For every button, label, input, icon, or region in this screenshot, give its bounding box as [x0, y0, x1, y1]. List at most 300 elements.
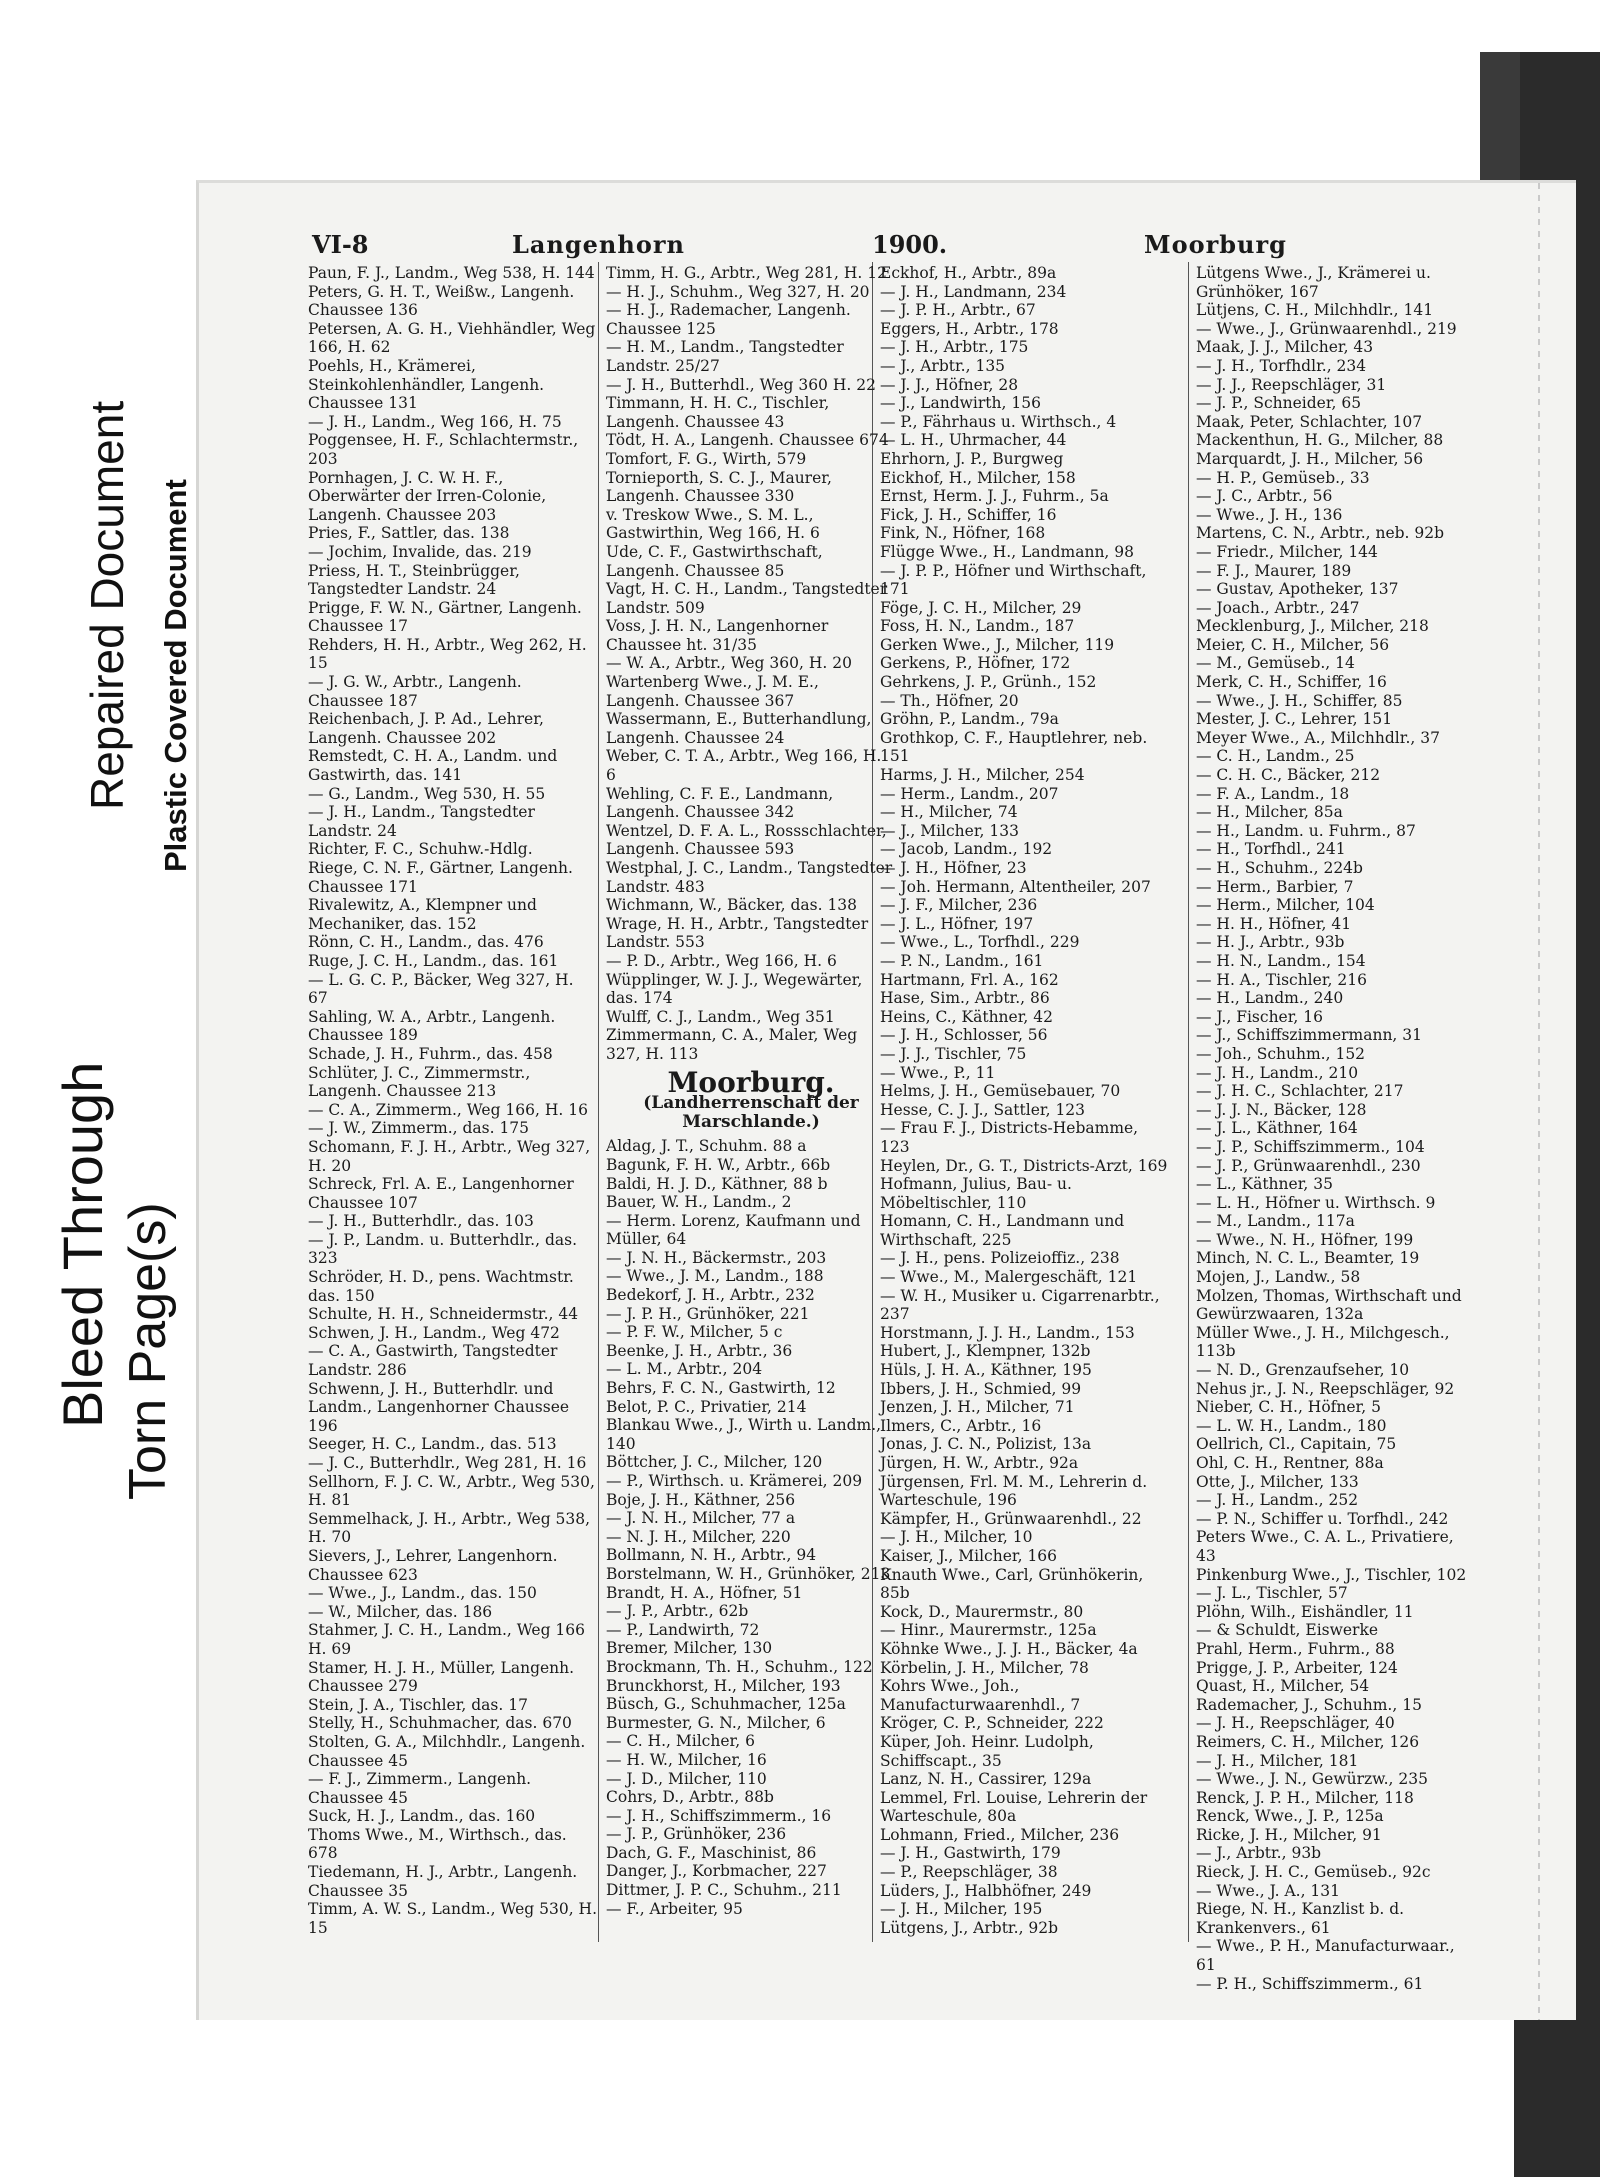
directory-entry: Hofmann, Julius, Bau- u. Möbeltischler, 110: [880, 1175, 1072, 1212]
page-label: VI-8: [312, 230, 369, 259]
directory-entry: — J. P. H., Grünhöker, 221: [606, 1304, 810, 1323]
directory-entry: — J. P., Grünhöker, 236: [606, 1825, 787, 1844]
directory-entry: Lüders, J., Halbhöfner, 249: [880, 1881, 1092, 1900]
directory-entry: — Wwe., J., Landm., das. 150: [308, 1584, 537, 1603]
directory-entry: Ohl, C. H., Rentner, 88a: [1196, 1454, 1384, 1472]
directory-entry: Schlüter, J. C., Zimmermstr., Langenh. Chaussee 213: [308, 1063, 531, 1101]
directory-entry: — J. C., Arbtr., 56: [1196, 487, 1333, 506]
directory-entry: Bauer, W. H., Landm., 2: [606, 1193, 792, 1212]
directory-entry: — P., Wirthsch. u. Krämerei, 209: [606, 1472, 863, 1490]
directory-entry: Remstedt, C. H. A., Landm. und Gastwirth, das. 141: [308, 747, 558, 785]
directory-entry: — J. H., Schlosser, 56: [880, 1026, 1048, 1045]
directory-entry: Meyer Wwe., A., Milchhdlr., 37: [1196, 728, 1440, 747]
directory-entry: — N. D., Grenzaufseher, 10: [1196, 1361, 1410, 1380]
directory-entry: Eggers, H., Arbtr., 178: [880, 319, 1059, 338]
directory-entry: Ruge, J. C. H., Landm., das. 161: [308, 951, 559, 970]
directory-entry: Pries, F., Sattler, das. 138: [308, 524, 510, 543]
directory-column-2: [606, 264, 896, 1918]
directory-entry: Brandt, H. A., Höfner, 51: [606, 1583, 803, 1602]
directory-entry: Minch, N. C. L., Beamter, 19: [1196, 1249, 1420, 1268]
directory-entry: — C. H., Landm., 25: [1196, 747, 1355, 766]
directory-entry: — J. P., Schneider, 65: [1196, 394, 1362, 413]
directory-entry: — J. H., Butterhdlr., das. 103: [308, 1212, 534, 1231]
directory-entry: v. Treskow Wwe., S. M. L., Gastwirthin, Weg 166, H. 6: [606, 505, 820, 543]
stamp-torn-pages: Torn Page(s): [119, 1202, 177, 1500]
directory-entry: Böttcher, J. C., Milcher, 120: [606, 1453, 823, 1472]
directory-entry: — Wwe., M., Malergeschäft, 121: [880, 1268, 1138, 1287]
directory-entry: — J. H., Schiffszimmerm., 16: [606, 1806, 832, 1825]
directory-entry: Föge, J. C. H., Milcher, 29: [880, 598, 1082, 617]
directory-entry: Stein, J. A., Tischler, das. 17: [308, 1695, 528, 1714]
directory-entry: — Joh. Hermann, Altentheiler, 207: [880, 877, 1151, 896]
directory-entry: — H. A., Tischler, 216: [1196, 970, 1367, 989]
directory-entry: — C. H. C., Bäcker, 212: [1196, 766, 1381, 785]
directory-entry: — Gustav, Apotheker, 137: [1196, 580, 1399, 599]
directory-entry: Otte, J., Milcher, 133: [1196, 1472, 1359, 1491]
directory-entry: — Wwe., J. A., 131: [1196, 1881, 1341, 1900]
directory-entry: — J. W., Zimmerm., das. 175: [308, 1119, 530, 1138]
directory-entry: — L. H., Höfner u. Wirthsch. 9: [1196, 1193, 1436, 1212]
directory-entry: Hesse, C. J. J., Sattler, 123: [880, 1100, 1086, 1119]
directory-entry: — J. H., Arbtr., 175: [880, 338, 1029, 357]
directory-entry: Poggensee, H. F., Schlachtermstr., 203: [308, 431, 579, 468]
scanner-edge-shadow: [1480, 52, 1520, 200]
directory-entry: — Wwe., P. H., Manufacturwaar., 61: [1196, 1937, 1455, 1975]
directory-entry: Körbelin, J. H., Milcher, 78: [880, 1658, 1089, 1677]
directory-entry: Nieber, C. H., Höfner, 5: [1196, 1398, 1381, 1417]
directory-entry: Reimers, C. H., Milcher, 126: [1196, 1732, 1420, 1751]
directory-entry: Schomann, F. J. H., Arbtr., Weg 327, H. 20: [308, 1137, 591, 1175]
directory-entry: — W. A., Arbtr., Weg 360, H. 20: [606, 654, 852, 673]
directory-entry: Brunckhorst, H., Milcher, 193: [606, 1676, 841, 1695]
directory-entry: Martens, C. N., Arbtr., neb. 92b: [1196, 524, 1445, 543]
directory-entry: Beenke, J. H., Arbtr., 36: [606, 1341, 793, 1360]
directory-entry: Tornieporth, S. C. J., Maurer, Langenh. Chaussee 330: [606, 468, 832, 506]
directory-entry: — Wwe., N. H., Höfner, 199: [1196, 1230, 1414, 1249]
directory-entry: Molzen, Thomas, Wirthschaft und Gewürzwaaren, 132a: [1196, 1286, 1462, 1324]
directory-entry: Hase, Sim., Arbtr., 86: [880, 989, 1050, 1008]
directory-entry: — J., Milcher, 133: [880, 821, 1019, 840]
directory-entry: Eckhof, H., Arbtr., 89a: [880, 264, 1057, 282]
directory-entry: Renck, Wwe., J. P., 125a: [1196, 1807, 1384, 1826]
directory-entry: Bedekorf, J. H., Arbtr., 232: [606, 1286, 815, 1305]
directory-column-3: [880, 264, 1170, 1937]
directory-entry: Ricke, J. H., Milcher, 91: [1196, 1825, 1382, 1844]
directory-entry: — Herm., Milcher, 104: [1196, 896, 1375, 915]
directory-entry: Dittmer, J. P. C., Schuhm., 211: [606, 1881, 842, 1900]
directory-entry: Küper, Joh. Heinr. Ludolph, Schiffscapt., 35: [880, 1732, 1094, 1770]
directory-entry: — P. D., Arbtr., Weg 166, H. 6: [606, 951, 837, 970]
directory-entry: Seeger, H. C., Landm., das. 513: [308, 1435, 557, 1454]
directory-entry: Lanz, N. H., Cassirer, 129a: [880, 1770, 1092, 1789]
column-rule: [1188, 262, 1189, 1942]
directory-entry: — J. H., Milcher, 181: [1196, 1751, 1359, 1770]
directory-entry: Heins, C., Käthner, 42: [880, 1007, 1053, 1026]
directory-entry: Timmann, H. H. C., Tischler, Langenh. Chaussee 43: [606, 394, 830, 431]
directory-entry: Helms, J. H., Gemüsebauer, 70: [880, 1082, 1121, 1101]
directory-entry: Ehrhorn, J. P., Burgweg: [880, 449, 1064, 468]
directory-entry: — H. M., Landm., Tangstedter Landstr. 25/27: [606, 338, 844, 375]
directory-entry: — J., Fischer, 16: [1196, 1007, 1324, 1026]
directory-entry: Bremer, Milcher, 130: [606, 1639, 773, 1658]
directory-entry: — P., Landwirth, 72: [606, 1620, 760, 1639]
directory-entry: Richter, F. C., Schuhw.-Hdlg.: [308, 840, 533, 859]
directory-entry: — J. L., Höfner, 197: [880, 914, 1034, 933]
directory-entry: — J. H., Landm., 252: [1196, 1491, 1359, 1510]
directory-entry: Renck, J. P. H., Milcher, 118: [1196, 1788, 1414, 1807]
directory-entry: Ude, C. F., Gastwirthschaft, Langenh. Chaussee 85: [606, 542, 823, 580]
left-running-title: Langenhorn: [512, 230, 685, 259]
directory-entry: Tiedemann, H. J., Arbtr., Langenh. Chaussee 35: [308, 1863, 578, 1900]
directory-entry: Kohrs Wwe., Joh., Manufacturwaarenhdl., 7: [880, 1677, 1081, 1714]
directory-entry: — J. H., Reepschläger, 40: [1196, 1714, 1395, 1733]
directory-entry: Sahling, W. A., Arbtr., Langenh. Chaussee 189: [308, 1007, 556, 1045]
directory-entry: Plöhn, Wilh., Eishändler, 11: [1196, 1602, 1414, 1621]
directory-entry: Paun, F. J., Landm., Weg 538, H. 144: [308, 264, 595, 282]
directory-entry: Rivalewitz, A., Klempner und Mechaniker, das. 152: [308, 896, 537, 933]
directory-entry: Nehus jr., J. N., Reepschläger, 92: [1196, 1379, 1455, 1398]
directory-entry: Lütjens, C. H., Milchhdlr., 141: [1196, 301, 1434, 320]
directory-entry: Grothkop, C. F., Hauptlehrer, neb. 151: [880, 728, 1148, 766]
directory-entry: — H., Torfhdl., 241: [1196, 840, 1346, 859]
directory-entry: — H., Milcher, 85a: [1196, 803, 1343, 822]
directory-entry: — J. J., Reepschläger, 31: [1196, 375, 1387, 394]
directory-entry: Oellrich, Cl., Capitain, 75: [1196, 1435, 1397, 1454]
directory-entry: Wartenberg Wwe., J. M. E., Langenh. Chaussee 367: [606, 673, 819, 710]
directory-entry: — Wwe., J. M., Landm., 188: [606, 1267, 824, 1286]
directory-entry: Burmester, G. N., Milcher, 6: [606, 1713, 826, 1732]
directory-entry: Boje, J. H., Käthner, 256: [606, 1490, 796, 1509]
directory-entry: Jenzen, J. H., Milcher, 71: [880, 1398, 1075, 1417]
directory-entry: — Herm., Landm., 207: [880, 784, 1059, 803]
directory-entry: Peters Wwe., C. A. L., Privatiere, 43: [1196, 1528, 1454, 1565]
directory-entry: Tödt, H. A., Langenh. Chaussee 674: [606, 431, 889, 450]
directory-entry: Wichmann, W., Bäcker, das. 138: [606, 896, 858, 915]
directory-entry: — J. L., Tischler, 57: [1196, 1584, 1348, 1603]
directory-entry: Baldi, H. J. D., Käthner, 88 b: [606, 1174, 828, 1193]
directory-entry: — J. L., Käthner, 164: [1196, 1119, 1358, 1138]
directory-entry: — G., Landm., Weg 530, H. 55: [308, 784, 546, 803]
directory-entry: — J. H., Höfner, 23: [880, 859, 1027, 877]
directory-entry: Semmelhack, J. H., Arbtr., Weg 538, H. 70: [308, 1509, 591, 1547]
directory-entry: Wulff, C. J., Landm., Weg 351: [606, 1007, 835, 1026]
directory-entry: — Wwe., P., 11: [880, 1063, 996, 1082]
directory-entry: — J. N. H., Bäckermstr., 203: [606, 1248, 827, 1267]
directory-entry: Stahmer, J. C. H., Landm., Weg 166 H. 69: [308, 1621, 586, 1658]
directory-entry: Hubert, J., Klempner, 132b: [880, 1342, 1091, 1361]
directory-entry: — C. A., Gastwirth, Tangstedter Landstr. 286: [308, 1342, 558, 1380]
directory-entry: — F. J., Zimmerm., Langenh. Chaussee 45: [308, 1770, 532, 1807]
section-title: Moorburg.: [667, 1065, 835, 1099]
directory-entry: — L. M., Arbtr., 204: [606, 1360, 763, 1379]
directory-entry: Pinkenburg Wwe., J., Tischler, 102: [1196, 1565, 1467, 1584]
directory-entry: Bagunk, F. H. W., Arbtr., 66b: [606, 1155, 831, 1174]
directory-entry: Zimmermann, C. A., Maler, Weg 327, H. 113: [606, 1026, 858, 1063]
directory-entry: Brockmann, Th. H., Schuhm., 122: [606, 1657, 873, 1676]
directory-entry: Harms, J. H., Milcher, 254: [880, 766, 1085, 785]
directory-entry: Schulte, H. H., Schneidermstr., 44: [308, 1305, 579, 1324]
directory-entry: — P. N., Schiffer u. Torfhdl., 242: [1196, 1509, 1449, 1528]
directory-entry: Homann, C. H., Landmann und Wirthschaft, 225: [880, 1212, 1125, 1249]
directory-entry: Cohrs, D., Arbtr., 88b: [606, 1788, 774, 1807]
directory-entry: Maak, J. J., Milcher, 43: [1196, 338, 1374, 357]
stamp-plastic-covered: Plastic Covered Document: [158, 479, 193, 872]
directory-entry: Reichenbach, J. P. Ad., Lehrer, Langenh. Chaussee 202: [308, 710, 544, 747]
directory-entry: — Herm. Lorenz, Kaufmann und Müller, 64: [606, 1211, 861, 1249]
directory-entry: — J. H., Gastwirth, 179: [880, 1844, 1061, 1863]
directory-entry: — M., Gemüseb., 14: [1196, 654, 1355, 673]
directory-entry: Jonas, J. C. N., Polizist, 13a: [880, 1435, 1092, 1454]
directory-entry: — Friedr., Milcher, 144: [1196, 542, 1378, 561]
directory-entry: Büsch, G., Schuhmacher, 125a: [606, 1695, 846, 1714]
directory-entry: Flügge Wwe., H., Landmann, 98: [880, 542, 1135, 561]
directory-entry: Thoms Wwe., M., Wirthsch., das. 678: [308, 1825, 567, 1863]
directory-entry: — L., Käthner, 35: [1196, 1175, 1333, 1194]
directory-entry: — Jacob, Landm., 192: [880, 840, 1053, 859]
directory-entry: — W. H., Musiker u. Cigarrenarbtr., 237: [880, 1286, 1160, 1324]
directory-entry: — J., Arbtr., 135: [880, 356, 1006, 375]
directory-entry: — H. H., Höfner, 41: [1196, 914, 1352, 933]
directory-entry: Timm, H. G., Arbtr., Weg 281, H. 12: [606, 264, 887, 282]
directory-entry: — J. J. N., Bäcker, 128: [1196, 1100, 1367, 1119]
directory-entry: — J. H., Butterhdl., Weg 360 H. 22: [606, 375, 876, 394]
directory-entry: — J. J., Tischler, 75: [880, 1044, 1027, 1063]
directory-entry: Gerkens, P., Höfner, 172: [880, 654, 1071, 673]
directory-entry: — H. J., Arbtr., 93b: [1196, 933, 1345, 952]
directory-entry: — J. H., Milcher, 195: [880, 1900, 1043, 1919]
directory-entry: — L. H., Uhrmacher, 44: [880, 431, 1067, 450]
directory-entry: — J. P., Grünwaarenhdl., 230: [1196, 1156, 1421, 1175]
directory-entry: — J. F., Milcher, 236: [880, 896, 1038, 915]
directory-entry: — J. H., pens. Polizeioffiz., 238: [880, 1249, 1120, 1268]
directory-entry: Sievers, J., Lehrer, Langenhorn. Chaussee 623: [308, 1546, 558, 1584]
directory-entry: Voss, J. H. N., Langenhorner Chaussee ht. 31/35: [606, 617, 829, 654]
directory-entry: Riege, C. N. F., Gärtner, Langenh. Chaussee 171: [308, 859, 573, 896]
directory-entry: — J. H. C., Schlachter, 217: [1196, 1082, 1404, 1101]
directory-entry: Wehling, C. F. E., Landmann, Langenh. Chaussee 342: [606, 784, 834, 822]
directory-entry: — C. H., Milcher, 6: [606, 1732, 755, 1751]
directory-entry: — P. F. W., Milcher, 5 c: [606, 1323, 783, 1342]
directory-entry: Gerken Wwe., J., Milcher, 119: [880, 635, 1115, 654]
page-year: 1900.: [872, 230, 948, 259]
directory-entry: — W., Milcher, das. 186: [308, 1602, 493, 1621]
directory-entry: — Wwe., J. H., 136: [1196, 505, 1343, 524]
directory-entry: Bollmann, N. H., Arbtr., 94: [606, 1546, 817, 1565]
directory-entry: Jürgensen, Frl. M. M., Lehrerin d. Warteschule, 196: [880, 1472, 1148, 1510]
directory-entry: Fick, J. H., Schiffer, 16: [880, 505, 1057, 524]
directory-entry: Köhnke Wwe., J. J. H., Bäcker, 4a: [880, 1639, 1138, 1658]
directory-entry: — Wwe., J. H., Schiffer, 85: [1196, 691, 1403, 710]
directory-entry: Schwenn, J. H., Butterhdlr. und Landm., Langenhorner Chaussee 196: [308, 1379, 570, 1435]
directory-entry: — J. D., Milcher, 110: [606, 1769, 767, 1788]
directory-entry: — J. H., Landm., Tangstedter Landstr. 24: [308, 803, 535, 840]
directory-entry: Stelly, H., Schuhmacher, das. 670: [308, 1714, 572, 1733]
directory-entry: Ilmers, C., Arbtr., 16: [880, 1416, 1042, 1435]
directory-entry: — P., Fährhaus u. Wirthsch., 4: [880, 412, 1117, 431]
directory-entry: — J., Arbtr., 93b: [1196, 1844, 1322, 1863]
directory-entry: Hüls, J. H. A., Käthner, 195: [880, 1361, 1092, 1380]
directory-entry: — H., Landm., 240: [1196, 989, 1344, 1008]
directory-entry: — J. H., Milcher, 10: [880, 1528, 1033, 1547]
stamp-bleed-through: Bleed Through: [51, 1061, 114, 1428]
directory-entry: Behrs, F. C. N., Gastwirth, 12: [606, 1379, 836, 1398]
directory-entry: Wentzel, D. F. A. L., Rossschlachter, Langenh. Chaussee 593: [606, 821, 887, 859]
directory-entry: Schade, J. H., Fuhrm., das. 458: [308, 1044, 553, 1063]
directory-entry: Gehrkens, J. P., Grünh., 152: [880, 673, 1097, 692]
directory-entry: Gröhn, P., Landm., 79a: [880, 710, 1059, 729]
directory-entry: — Th., Höfner, 20: [880, 691, 1019, 710]
directory-entry: Pornhagen, J. C. W. H. F., Oberwärter der Irren-Colonie, Langenh. Chaussee 203: [308, 468, 547, 524]
directory-entry: Stamer, H. J. H., Müller, Langenh. Chaussee 279: [308, 1658, 575, 1696]
directory-entry: Rademacher, J., Schuhm., 15: [1196, 1695, 1422, 1714]
directory-entry: Kaiser, J., Milcher, 166: [880, 1546, 1058, 1565]
directory-entry: — J. H., Torfhdlr., 234: [1196, 356, 1367, 375]
directory-entry: — P., Reepschläger, 38: [880, 1863, 1058, 1882]
directory-entry: — J. C., Butterhdlr., Weg 281, H. 16: [308, 1454, 587, 1472]
directory-entry: Müller Wwe., J. H., Milchgesch., 113b: [1196, 1323, 1450, 1361]
stamp-repaired-document: Repaired Document: [81, 400, 133, 810]
directory-entry: Prahl, Herm., Fuhrm., 88: [1196, 1639, 1395, 1658]
directory-entry: Ernst, Herm. J. J., Fuhrm., 5a: [880, 487, 1109, 506]
directory-entry: — J. P., Landm. u. Butterhdlr., das. 323: [308, 1230, 577, 1268]
directory-column-4: [1196, 264, 1478, 1993]
directory-entry: — N. J. H., Milcher, 220: [606, 1527, 791, 1546]
directory-entry: Marquardt, J. H., Milcher, 56: [1196, 449, 1424, 468]
directory-entry: Wrage, H. H., Arbtr., Tangstedter Landstr. 553: [606, 914, 869, 952]
directory-entry: Poehls, H., Krämerei, Steinkohlenhändler, Langenh. Chaussee 131: [308, 356, 545, 413]
directory-entry: Westphal, J. C., Landm., Tangstedter Landstr. 483: [606, 859, 893, 896]
directory-entry: — J., Schiffszimmermann, 31: [1196, 1026, 1423, 1045]
directory-entry: — M., Landm., 117a: [1196, 1212, 1355, 1231]
directory-entry: — H. P., Gemüseb., 33: [1196, 468, 1370, 487]
directory-entry: — C. A., Zimmerm., Weg 166, H. 16: [308, 1100, 588, 1119]
directory-entry: Mester, J. C., Lehrer, 151: [1196, 710, 1393, 729]
directory-entry: — J. H., Landm., Weg 166, H. 75: [308, 412, 562, 431]
right-running-title: Moorburg: [1144, 230, 1287, 259]
directory-entry: — H. W., Milcher, 16: [606, 1750, 767, 1769]
column-rule: [598, 262, 599, 1942]
directory-entry: Timm, A. W. S., Landm., Weg 530, H. 15: [308, 1900, 598, 1937]
directory-entry: — Hinr., Maurermstr., 125a: [880, 1621, 1097, 1640]
directory-entry: — & Schuldt, Eiswerke: [1196, 1621, 1379, 1640]
directory-entry: — J. P. H., Arbtr., 67: [880, 301, 1036, 320]
directory-entry: Prigge, F. W. N., Gärtner, Langenh. Chaussee 17: [308, 598, 582, 636]
directory-entry: Suck, H. J., Landm., das. 160: [308, 1807, 536, 1826]
directory-entry: — J. J., Höfner, 28: [880, 375, 1019, 394]
directory-entry: Lohmann, Fried., Milcher, 236: [880, 1825, 1120, 1844]
section-subtitle: (Landherrenschaft der Marschlande.): [643, 1093, 859, 1132]
directory-entry: Kröger, C. P., Schneider, 222: [880, 1714, 1104, 1733]
directory-entry: Kock, D., Maurermstr., 80: [880, 1602, 1084, 1621]
directory-entry: — H., Milcher, 74: [880, 803, 1018, 822]
directory-entry: Lemmel, Frl. Louise, Lehrerin der Warteschule, 80a: [880, 1788, 1148, 1826]
directory-entry: — J. P., Arbtr., 62b: [606, 1602, 749, 1621]
directory-entry: — Wwe., L., Torfhdl., 229: [880, 933, 1080, 952]
directory-entry: — F., Arbeiter, 95: [606, 1899, 743, 1918]
directory-entry: Aldag, J. T., Schuhm. 88 a: [606, 1137, 807, 1156]
directory-entry: — H. J., Schuhm., Weg 327, H. 20: [606, 282, 870, 301]
directory-entry: Lütgens Wwe., J., Krämerei u. Grünhöker, 167: [1196, 264, 1431, 301]
directory-entry: Mackenthun, H. G., Milcher, 88: [1196, 431, 1444, 450]
directory-entry: Ibbers, J. H., Schmied, 99: [880, 1379, 1082, 1398]
directory-entry: Kämpfer, H., Grünwaarenhdl., 22: [880, 1509, 1142, 1528]
directory-entry: Rieck, J. H. C., Gemüseb., 92c: [1196, 1863, 1431, 1882]
directory-entry: Dach, G. F., Maschinist, 86: [606, 1843, 817, 1862]
directory-entry: — J. G. W., Arbtr., Langenh. Chaussee 187: [308, 673, 522, 710]
directory-entry: Fink, N., Höfner, 168: [880, 524, 1046, 543]
directory-column-1: [308, 264, 598, 1937]
directory-entry: Vagt, H. C. H., Landm., Tangstedter Landstr. 509: [606, 580, 888, 617]
directory-entry: — Joach., Arbtr., 247: [1196, 598, 1360, 617]
directory-entry: — Wwe., J., Grünwaarenhdl., 219: [1196, 319, 1457, 338]
directory-entry: Schreck, Frl. A. E., Langenhorner Chaussee 107: [308, 1175, 574, 1212]
directory-entry: Meier, C. H., Milcher, 56: [1196, 635, 1390, 654]
directory-entry: Knauth Wwe., Carl, Grünhökerin, 85b: [880, 1565, 1144, 1603]
directory-entry: Stolten, G. A., Milchhdlr., Langenh. Chaussee 45: [308, 1732, 586, 1770]
directory-entry: Heylen, Dr., G. T., Districts-Arzt, 169: [880, 1156, 1168, 1175]
directory-entry: — Joh., Schuhm., 152: [1196, 1044, 1366, 1063]
directory-entry: — J. P., Schiffszimmerm., 104: [1196, 1137, 1425, 1156]
directory-entry: — Jochim, Invalide, das. 219: [308, 542, 532, 561]
directory-entry: Maak, Peter, Schlachter, 107: [1196, 412, 1423, 431]
directory-entry: Wüpplinger, W. J. J., Wegewärter, das. 174: [606, 970, 863, 1008]
directory-entry: — F. J., Maurer, 189: [1196, 561, 1352, 580]
directory-entry: Lütgens, J., Arbtr., 92b: [880, 1918, 1059, 1937]
directory-entry: Hartmann, Frl. A., 162: [880, 970, 1059, 989]
directory-entry: Jürgen, H. W., Arbtr., 92a: [880, 1454, 1079, 1472]
directory-entry: Weber, C. T. A., Arbtr., Weg 166, H. 6: [606, 747, 882, 785]
directory-entry: — J., Landwirth, 156: [880, 394, 1041, 413]
directory-entry: — F. A., Landm., 18: [1196, 784, 1350, 803]
directory-entry: — J. H., Landm., 210: [1196, 1063, 1359, 1082]
directory-entry: — L. G. C. P., Bäcker, Weg 327, H. 67: [308, 970, 574, 1008]
page-header: [312, 228, 1512, 268]
directory-entry: — Frau F. J., Districts-Hebamme, 123: [880, 1119, 1139, 1156]
directory-entry: Rehders, H. H., Arbtr., Weg 262, H. 15: [308, 635, 587, 673]
directory-entry: — Herm., Barbier, 7: [1196, 877, 1354, 896]
directory-entry: Schwen, J. H., Landm., Weg 472: [308, 1323, 560, 1342]
directory-entry: Belot, P. C., Privatier, 214: [606, 1397, 807, 1416]
directory-entry: Wassermann, E., Butterhandlung, Langenh. Chaussee 24: [606, 710, 872, 747]
directory-entry: — H., Landm. u. Fuhrm., 87: [1196, 821, 1416, 840]
directory-entry: Merk, C. H., Schiffer, 16: [1196, 673, 1387, 692]
directory-entry: Tomfort, F. G., Wirth, 579: [606, 449, 807, 468]
directory-entry: Sellhorn, F. J. C. W., Arbtr., Weg 530, H. 81: [308, 1472, 595, 1510]
directory-entry: — J. P. P., Höfner und Wirthschaft, 171: [880, 561, 1147, 599]
directory-entry: Borstelmann, W. H., Grünhöker, 213: [606, 1564, 891, 1583]
directory-entry: Mecklenburg, J., Milcher, 218: [1196, 617, 1429, 636]
directory-entry: — P. N., Landm., 161: [880, 951, 1044, 970]
directory-entry: — L. W. H., Landm., 180: [1196, 1416, 1387, 1435]
directory-entry: Eickhof, H., Milcher, 158: [880, 468, 1076, 487]
directory-entry: Foss, H. N., Landm., 187: [880, 617, 1075, 636]
directory-entry: Petersen, A. G. H., Viehhändler, Weg 166, H. 62: [308, 319, 596, 357]
directory-entry: — P. H., Schiffszimmerm., 61: [1196, 1974, 1424, 1993]
directory-entry: Blankau Wwe., J., Wirth u. Landm., 140: [606, 1416, 882, 1453]
directory-entry: Peters, G. H. T., Weißw., Langenh. Chaussee 136: [308, 282, 575, 320]
directory-entry: Horstmann, J. J. H., Landm., 153: [880, 1323, 1135, 1342]
directory-entry: — J. N. H., Milcher, 77 a: [606, 1509, 796, 1528]
directory-entry: — H. J., Rademacher, Langenh. Chaussee 125: [606, 301, 851, 338]
directory-entry: — H., Schuhm., 224b: [1196, 859, 1363, 877]
directory-entry: — H. N., Landm., 154: [1196, 951, 1366, 970]
directory-entry: Riege, N. H., Kanzlist b. d. Krankenvers., 61: [1196, 1900, 1405, 1937]
directory-entry: Priess, H. T., Steinbrügger, Tangstedter Landstr. 24: [308, 561, 520, 599]
directory-entry: Prigge, J. P., Arbeiter, 124: [1196, 1658, 1398, 1677]
directory-entry: Quast, H., Milcher, 54: [1196, 1677, 1370, 1696]
directory-entry: Danger, J., Korbmacher, 227: [606, 1862, 827, 1881]
directory-entry: — J. H., Landmann, 234: [880, 282, 1067, 301]
